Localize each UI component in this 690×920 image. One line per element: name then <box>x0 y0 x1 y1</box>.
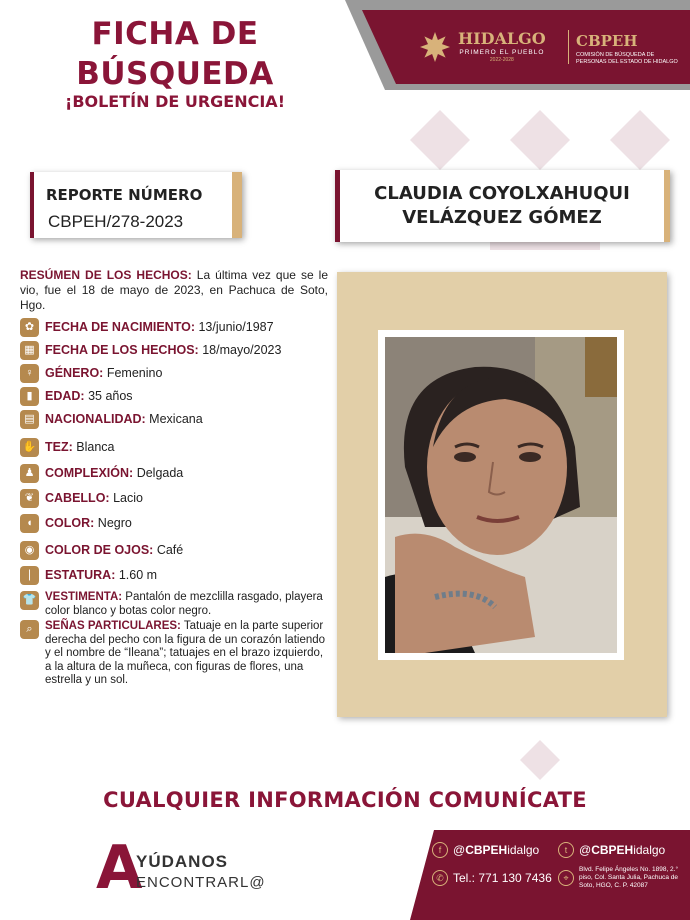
hidalgo-logo-sub: PRIMERO EL PUEBLO <box>459 49 545 56</box>
summary <box>20 268 328 313</box>
fact-row <box>20 464 328 483</box>
fact-value: Lacio <box>113 491 143 505</box>
fact-value: 13/junio/1987 <box>198 320 274 334</box>
facebook-handle-prefix: @ <box>453 843 466 857</box>
facebook-handle-bold: CBPEH <box>465 843 508 857</box>
clothing-label: VESTIMENTA: <box>45 591 123 603</box>
person-name-line-1: CLAUDIA COYOLXAHUQUI <box>374 183 630 204</box>
fact-value: Femenino <box>106 366 163 380</box>
hidalgo-logo <box>418 30 546 64</box>
facebook-link[interactable] <box>432 842 539 858</box>
fact-row-marks <box>20 620 328 688</box>
cbpeh-logo-name: CBPEH <box>576 32 638 50</box>
twitter-handle-rest: idalgo <box>633 843 666 857</box>
fact-row <box>20 341 328 360</box>
person-name-box <box>335 170 670 242</box>
calendar-icon: ▦ <box>20 341 39 360</box>
marks-label: SEÑAS PARTICULARES: <box>45 620 181 632</box>
magnifier-icon: ⌕ <box>20 620 39 639</box>
help-line-2: ENCONTRARL@ <box>136 874 266 891</box>
fact-label: NACIONALIDAD: <box>45 412 146 426</box>
fact-value: Negro <box>97 516 132 530</box>
twitter-icon: t <box>558 842 574 858</box>
fact-row <box>20 318 328 337</box>
clothing-value: Pantalón de mezclilla rasgado, playera color blanco y botas color negro. <box>45 591 323 617</box>
fact-value: Blanca <box>76 440 115 454</box>
report-number-box <box>30 172 242 238</box>
fact-row <box>20 489 328 508</box>
fact-label: FECHA DE LOS HECHOS: <box>45 343 199 357</box>
body-icon: ♟ <box>20 464 39 483</box>
phone-icon: ✆ <box>432 870 448 886</box>
skin-icon: ✋ <box>20 438 39 457</box>
fact-value: 1.60 m <box>118 568 158 582</box>
fact-label: TEZ: <box>45 440 73 454</box>
fact-value: 35 años <box>88 389 133 403</box>
report-number-label: REPORTE NÚMERO <box>46 186 203 204</box>
id-card-icon: ▤ <box>20 410 39 429</box>
facts-section <box>20 268 328 692</box>
report-number-value: CBPEH/278-2023 <box>48 212 184 231</box>
twitter-handle-bold: CBPEH <box>591 843 634 857</box>
fact-row <box>20 387 328 406</box>
eye-icon: ◉ <box>20 541 39 560</box>
hidalgo-logo-name: HIDALGO <box>458 29 546 48</box>
facebook-icon: f <box>432 842 448 858</box>
hidalgo-flower-icon <box>418 30 452 64</box>
fact-value: Café <box>156 543 184 557</box>
hidalgo-logo-years: 2022-2028 <box>489 57 514 63</box>
fact-row <box>20 364 328 383</box>
summary-text: La última vez que se le vio, fue el 18 de mayo de 2023, en Pachuca de Soto, Hgo. <box>20 268 328 312</box>
twitter-link[interactable] <box>558 842 665 858</box>
person-name-line-2: VELÁZQUEZ GÓMEZ <box>402 207 602 228</box>
logo-divider <box>568 30 569 64</box>
shirt-icon: 👕 <box>20 591 39 610</box>
address <box>558 866 689 890</box>
help-big-letter: A <box>96 833 143 903</box>
hair-icon: ❦ <box>20 489 39 508</box>
fact-row <box>20 541 328 560</box>
fact-row <box>20 410 328 429</box>
title-line-1: FICHA DE <box>91 16 259 52</box>
fact-label: FECHA DE NACIMIENTO: <box>45 320 195 334</box>
hair-color-icon: ◖ <box>20 514 39 533</box>
fact-label: EDAD: <box>45 389 85 403</box>
age-icon: ▮ <box>20 387 39 406</box>
fact-label: CABELLO: <box>45 491 110 505</box>
fact-label: COMPLEXIÓN: <box>45 466 134 480</box>
cake-icon: ✿ <box>20 318 39 337</box>
fact-value: Delgada <box>136 466 184 480</box>
fact-label: COLOR DE OJOS: <box>45 543 154 557</box>
fact-row <box>20 438 328 457</box>
fact-row <box>20 566 328 585</box>
gender-icon: ♀ <box>20 364 39 383</box>
phone-link[interactable] <box>432 870 552 886</box>
page-title <box>50 14 300 94</box>
height-icon: ❘ <box>20 566 39 585</box>
marks-value: Tatuaje en la parte superior derecha del pecho con la figura de un corazón latiendo y el nombre de “Ileana”; tatuajes en el brazo izquierdo, a la altura de la muñeca, con figuras de flores, una estrella y un sol. <box>45 620 326 686</box>
fact-label: GÉNERO: <box>45 366 104 380</box>
fact-row <box>20 514 328 533</box>
cbpeh-logo-desc: COMISIÓN DE BÚSQUEDA DE PERSONAS DEL ESTADO DE HIDALGO <box>576 52 678 65</box>
summary-label: RESÚMEN DE LOS HECHOS: <box>20 268 192 282</box>
fact-value: Mexicana <box>149 412 203 426</box>
fact-row-clothing <box>20 591 328 618</box>
title-line-2: BÚSQUEDA <box>76 56 274 92</box>
address-text: Blvd. Felipe Ángeles No. 1898, 2.° piso, Col. Santa Julia, Pachuca de Soto, HGO, C. P. 42087 <box>579 866 679 889</box>
call-to-action: CUALQUIER INFORMACIÓN COMUNÍCATE <box>103 788 587 812</box>
fact-label: COLOR: <box>45 516 95 530</box>
phone-number: Tel.: 771 130 7436 <box>453 871 552 885</box>
fact-value: 18/mayo/2023 <box>202 343 282 357</box>
person-photo <box>385 337 617 653</box>
location-pin-icon: ⌖ <box>558 870 574 886</box>
facebook-handle-rest: idalgo <box>507 843 540 857</box>
cbpeh-logo <box>576 32 686 65</box>
fact-label: ESTATURA: <box>45 568 116 582</box>
urgency-subtitle: ¡BOLETÍN DE URGENCIA! <box>65 92 285 111</box>
twitter-handle-prefix: @ <box>579 843 592 857</box>
help-line-1: YÚDANOS <box>136 852 229 871</box>
